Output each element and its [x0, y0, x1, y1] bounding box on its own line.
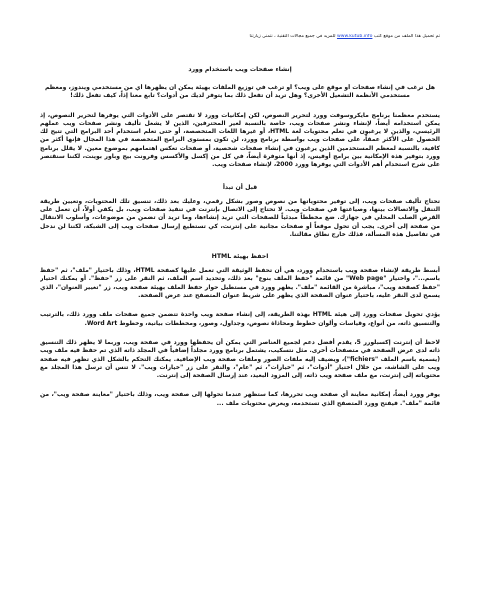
paragraph: تحتاج تأليف صفحات ويب، إلى توفير محتوياتها من نصوص وصور بشكل رقمي، وعليك بعد ذلك، تنسيق تلك المحتويات، وتعيين طريقة التنقل والاتصالات بينها، وصياغتها في صفحات ويب. لا تحتاج إلى الاتصال بإنترنت في تنفيذ صفحات ويب، بل يكفي أولاً، أن تعمل على القرص الصلب المحلي في جهازك. ضع مخططاً مبدئياً للصفحات التي تريد إنشاءها، وما تريد أن تضمن من موضوعات، وأسلوب الانتقال من صفحة إلى أخرى. يجب أن تحول موقعاً أو صفحات مجانية على إنترنت، كي تستطيع إرسال صفحات ويب إلى الشبكة، لكننا لن ندخل في تفاصيل هذه المسألة، فذلك خارج نطاق مقالتنا.	[40, 197, 440, 238]
paragraph: يؤدي تحويل صفحات وورد إلى هيئة HTML بهذه الطريقة، إلى إنشاء صفحة ويب واحدة تتضمن جميع صفحات ملف وورد ذلك، بالترتيب والتنسيق ذاته، من أنواع، وقياسات وألوان خطوط ومحاذاة نصوص، وجداول، وصور، ومخططات بيانية، وخطوط Word Art.	[40, 311, 440, 327]
paragraph: يوفر وورد أيضاً، إمكانية معاينة أي صفحة ويب تحررها، كما ستظهر عندما تحولها إلى صفحة ويب، وذلك باختيار "معاينة صفحة ويب"، من قائمة "ملف". فيفتح وورد المتصفح الذي تستخدمه، ويعرض محتويات ملف ...	[40, 391, 440, 407]
paragraph: أبسط طريقة لإنشاء صفحة ويب باستخدام وورد، هي أن تحفظ الوثيقة التي تعمل عليها كصفحة HTML، وذلك باختيار "ملف"، ثم "حفظ باسم..."، واختيار "Web page" من قائمة "حفظ الملف بنوع" بعد ذلك، وتحديد اسم الملف، ثم النقر على زر "حفظ". أو يمكنك اختيار "حفظ كصفحة ويب"، مباشرة من القائمة "ملف". يظهر وورد في مستطيل حوار حفظ الملف بهيئة صفحة ويب، زر "تغيير العنوان"، الذي يسمح لدى النقر عليه، باختيار عنوان الصفحة الذي يظهر على شريط عنوان المتصفح عند عرض الصفحة.	[40, 267, 440, 300]
intro-paragraph: هل ترغب في إنشاء صفحات أو موقع على ويب؟ أو ترغب في توزيع الملفات بهيئة يمكن أن يظهرها أي من مستخدمي ويندوز، ومعظم مستخدمي الأنظمة التشغيل الأخرى؟ وهل تريد أن تفعل ذلك بما يتوفر لديك من أدوات؟ تابع معنا إذاً، كيف تفعل ذلك!	[44, 84, 436, 100]
header-link[interactable]: www.kutub.info	[336, 34, 373, 39]
paragraph: لاحظ أن إنترنت إكسبلورر 5، يقدم أفضل دعم لجميع العناصر التي يمكن أن يحفظها وورد في صفحة ويب، وربما لا يظهر ذلك التنسيق ذاته لدى عرض الصفحة في متصفحات أخرى. مثل نتسكيب، يشتمل برنامج وورد مجلداً إضافياً في المجلد ذاته الذي تم حفظ فيه ملف ويب (يسميه باسم الملف "fichiers")، ويضيف إليه ملفات الصور وملفات صفحة ويب الإضافية. يمكنك التحكم بالشكل الذي تظهر فيه صفحة ويب على الشاشة، من خلال اختيار "أدوات"، ثم "خيارات"، ثم "عام"، والنقر على زر "خيارات ويب". لا تنس أن ترسل هذا المجلد مع محتوياته إلى إنترنت، مع ملف صفحة ويب ذاته، إلى المزود البعيد، عند إرسال الصفحة إلى إنترنت.	[40, 338, 440, 380]
section-heading: احفظ بهيئة HTML	[211, 253, 269, 261]
paragraph: يستخدم معظمنا برنامج مايكروسوفت وورد لتحرير النصوص، لكن إمكانيات وورد لا تقتصر على الأدوات التي يوفرها لتحرير النصوص، إذ يمكن استخدامه أيضاً، لإنشاء ونشر صفحات ويب، خاصة بالنسبة لغير المحترفين، الذين لا يشغل تأليف ونشر صفحات ويب عملهم الرئيسي، والذين لا يرغبون في تعلم محتويات لغة HTML، أو غيرها اللغات المتخصصة، أو حتى تعلم استخدام أحد البرامج التي تتيح لك الحصول على الأكثر عمقاً، على صفحات ويب بواسطة برنامج وورد، لن تكون بمستوى البرامج المتخصصة في هذا المجال فإنها أكثر من كافية، بالنسبة لمعظم المستخدمين الذين يرغبون في إنشاء صفحات شخصية، أو صفحات تعكس اهتمامهم بموضوع معين. لا يقلل برنامج وورد بتوفير هذه الإمكانية بين برامج أوفيس، إذ أنها متوفرة أيضاً، في كل من إكسل والأكسس وفرونت بيج وباور بوينت، لكننا سنقتصر على شرح استخدام أهم الأدوات التي يوفرها وورد 2000، لإنشاء صفحات ويب.	[40, 111, 440, 169]
header-text-after: للمزيد في جميع مجالات التقنية ، نتمنى زيارتنا	[249, 34, 336, 39]
page-title: إنشاء صفحات ويب باستخدام وورد	[188, 66, 292, 73]
page-header	[70, 34, 440, 40]
section-heading: قبل أن تبدأ	[222, 183, 258, 191]
header-text: تم تحميل هذا الملف من موقع كتب	[373, 34, 440, 39]
document-body	[40, 84, 440, 600]
